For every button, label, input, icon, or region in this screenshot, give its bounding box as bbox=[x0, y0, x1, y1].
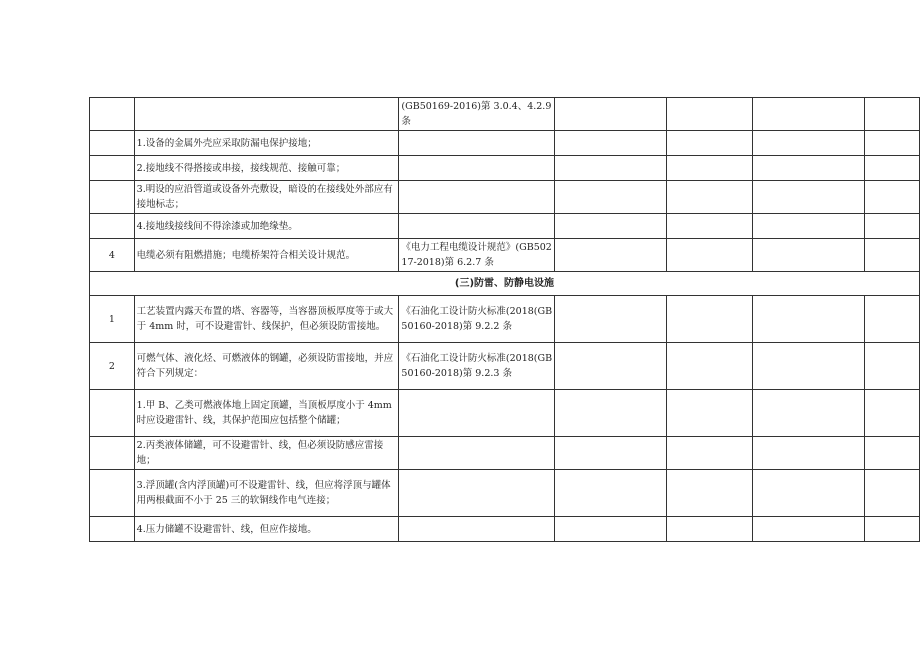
table-row bbox=[90, 437, 920, 470]
row-number bbox=[90, 214, 135, 239]
empty-cell bbox=[555, 296, 667, 343]
row-number bbox=[90, 517, 135, 542]
check-content: 电缆必须有阻燃措施；电缆桥架符合相关设计规范。 bbox=[134, 239, 399, 272]
check-content: 2.接地线不得搭接或串接，接线规范、接触可靠； bbox=[134, 156, 399, 181]
basis-cell bbox=[399, 437, 555, 470]
basis-cell: (GB50169-2016)第 3.0.4、4.2.9 条 bbox=[399, 98, 555, 131]
check-content bbox=[134, 98, 399, 131]
empty-cell bbox=[865, 517, 920, 542]
row-number bbox=[90, 437, 135, 470]
table-row bbox=[90, 470, 920, 517]
empty-cell bbox=[865, 343, 920, 390]
empty-cell bbox=[555, 517, 667, 542]
empty-cell bbox=[667, 214, 753, 239]
empty-cell bbox=[667, 343, 753, 390]
basis-cell bbox=[399, 517, 555, 542]
empty-cell bbox=[667, 437, 753, 470]
empty-cell bbox=[667, 296, 753, 343]
check-content: 3.浮顶罐(含内浮顶罐)可不设避雷针、线，但应将浮顶与罐体用两根截面不小于 25 三的软铜线作电气连接； bbox=[134, 470, 399, 517]
basis-cell bbox=[399, 131, 555, 156]
table-row bbox=[90, 296, 920, 343]
table-row bbox=[90, 214, 920, 239]
empty-cell bbox=[753, 470, 865, 517]
empty-cell bbox=[865, 239, 920, 272]
empty-cell bbox=[865, 296, 920, 343]
row-number bbox=[90, 181, 135, 214]
empty-cell bbox=[555, 390, 667, 437]
empty-cell bbox=[865, 156, 920, 181]
empty-cell bbox=[555, 343, 667, 390]
empty-cell bbox=[667, 470, 753, 517]
basis-cell bbox=[399, 156, 555, 181]
row-number bbox=[90, 156, 135, 181]
empty-cell bbox=[667, 181, 753, 214]
section-header-row bbox=[90, 272, 920, 296]
empty-cell bbox=[865, 181, 920, 214]
basis-cell bbox=[399, 214, 555, 239]
inspection-table-container bbox=[89, 97, 920, 542]
empty-cell bbox=[555, 131, 667, 156]
empty-cell bbox=[865, 470, 920, 517]
empty-cell bbox=[555, 470, 667, 517]
empty-cell bbox=[753, 390, 865, 437]
check-content: 4.压力储罐不设避雷针、线，但应作接地。 bbox=[134, 517, 399, 542]
basis-cell: 《石油化工设计防火标准(2018(GB50160-2018)第 9.2.2 条 bbox=[399, 296, 555, 343]
table-row bbox=[90, 156, 920, 181]
empty-cell bbox=[753, 437, 865, 470]
empty-cell bbox=[753, 517, 865, 542]
row-number: 1 bbox=[90, 296, 135, 343]
table-row bbox=[90, 98, 920, 131]
basis-cell: 《电力工程电缆设计规范》(GB50217-2018)第 6.2.7 条 bbox=[399, 239, 555, 272]
empty-cell bbox=[555, 98, 667, 131]
empty-cell bbox=[667, 239, 753, 272]
empty-cell bbox=[753, 343, 865, 390]
table-row bbox=[90, 181, 920, 214]
check-content: 4.接地线接线间不得涂漆或加绝缘垫。 bbox=[134, 214, 399, 239]
empty-cell bbox=[753, 239, 865, 272]
empty-cell bbox=[865, 390, 920, 437]
empty-cell bbox=[753, 214, 865, 239]
check-content: 2.丙类液体储罐，可不设避雷针、线，但必须设防感应雷接地； bbox=[134, 437, 399, 470]
row-number: 2 bbox=[90, 343, 135, 390]
check-content: 1.甲 B、乙类可燃液体地上固定顶罐，当顶板厚度小于 4mm 时应设避雷针、线，其保护范围应包括整个储罐； bbox=[134, 390, 399, 437]
check-content: 1.设备的金属外壳应采取防漏电保护接地； bbox=[134, 131, 399, 156]
empty-cell bbox=[667, 98, 753, 131]
empty-cell bbox=[865, 131, 920, 156]
empty-cell bbox=[555, 181, 667, 214]
empty-cell bbox=[865, 437, 920, 470]
empty-cell bbox=[753, 98, 865, 131]
table-row bbox=[90, 390, 920, 437]
table-row bbox=[90, 343, 920, 390]
empty-cell bbox=[667, 390, 753, 437]
row-number bbox=[90, 470, 135, 517]
table-row bbox=[90, 239, 920, 272]
empty-cell bbox=[753, 131, 865, 156]
check-content: 工艺装置内露天布置的塔、容器等，当容器顶板厚度等于或大于 4mm 时，可不设避雷针、线保护，但必须设防雷接地。 bbox=[134, 296, 399, 343]
table-row bbox=[90, 517, 920, 542]
basis-cell bbox=[399, 470, 555, 517]
empty-cell bbox=[753, 296, 865, 343]
empty-cell bbox=[555, 214, 667, 239]
empty-cell bbox=[555, 437, 667, 470]
empty-cell bbox=[667, 156, 753, 181]
inspection-table bbox=[89, 97, 920, 542]
basis-cell bbox=[399, 390, 555, 437]
check-content: 可燃气体、液化烃、可燃液体的钢罐，必须设防雷接地，并应符合下列规定： bbox=[134, 343, 399, 390]
row-number bbox=[90, 390, 135, 437]
empty-cell bbox=[865, 98, 920, 131]
empty-cell bbox=[753, 156, 865, 181]
basis-cell: 《石油化工设计防火标准(2018(GB50160-2018)第 9.2.3 条 bbox=[399, 343, 555, 390]
empty-cell bbox=[667, 517, 753, 542]
empty-cell bbox=[865, 214, 920, 239]
row-number bbox=[90, 98, 135, 131]
empty-cell bbox=[667, 131, 753, 156]
check-content: 3.明设的应沿管道或设备外壳敷设，暗设的在接线处外部应有接地标志； bbox=[134, 181, 399, 214]
section-title: (三)防雷、防静电设施 bbox=[90, 272, 920, 296]
empty-cell bbox=[555, 156, 667, 181]
row-number bbox=[90, 131, 135, 156]
basis-cell bbox=[399, 181, 555, 214]
table-row bbox=[90, 131, 920, 156]
empty-cell bbox=[753, 181, 865, 214]
empty-cell bbox=[555, 239, 667, 272]
row-number: 4 bbox=[90, 239, 135, 272]
